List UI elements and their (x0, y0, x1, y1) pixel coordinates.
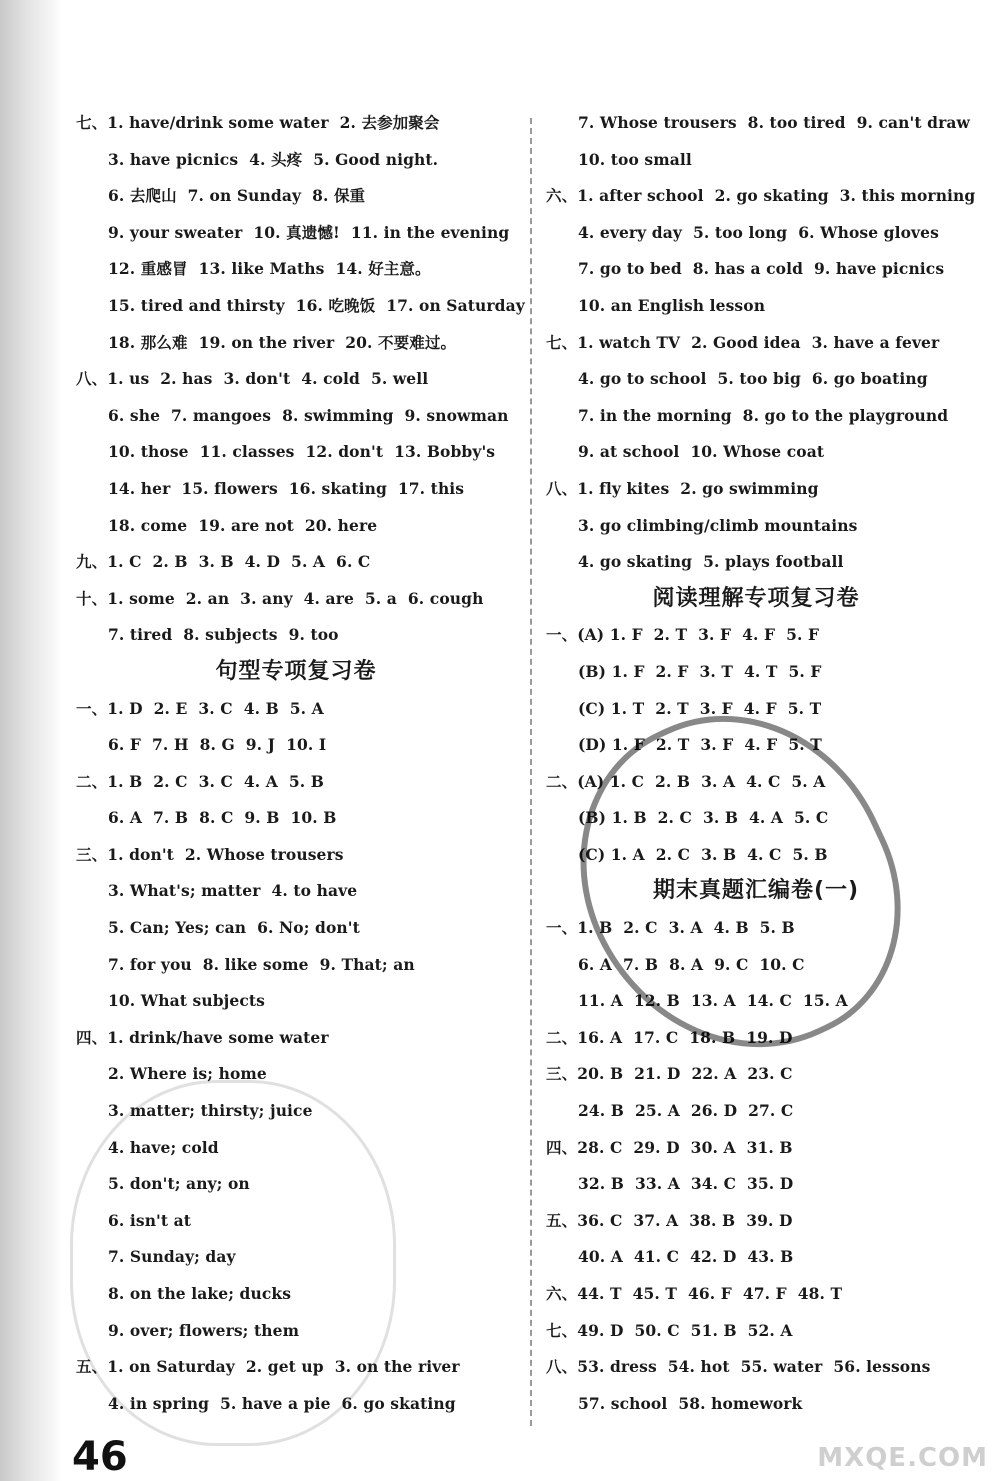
answer-line: 九、1. C 2. B 3. B 4. D 5. A 6. C (76, 552, 371, 572)
answer-line: 9. your sweater 10. 真遗憾! 11. in the evening (108, 222, 510, 242)
answer-line: (B) 1. B 2. C 3. B 4. A 5. C (578, 808, 829, 828)
answer-line: 五、1. on Saturday 2. get up 3. on the river (76, 1357, 460, 1377)
answer-line: 二、16. A 17. C 18. B 19. D (546, 1027, 793, 1047)
answer-line: 3. have picnics 4. 头疼 5. Good night. (108, 149, 439, 169)
answer-line: 七、1. watch TV 2. Good idea 3. have a fever (546, 332, 940, 352)
answer-line: 15. tired and thirsty 16. 吃晚饭 17. on Saturday (108, 295, 525, 315)
answer-line: 11. A 12. B 13. A 14. C 15. A (578, 991, 848, 1011)
answer-line: 8. on the lake; ducks (108, 1284, 292, 1303)
answer-line: 6. 去爬山 7. on Sunday 8. 保重 (108, 186, 366, 206)
column-divider (530, 118, 532, 1426)
answer-line: 6. F 7. H 8. G 9. J 10. I (108, 735, 327, 755)
answer-line: (D) 1. F 2. T 3. F 4. F 5. T (578, 735, 822, 755)
answer-line: (C) 1. T 2. T 3. F 4. F 5. T (578, 698, 822, 718)
answer-line: 4. every day 5. too long 6. Whose gloves (578, 222, 939, 242)
answer-line: 5. Can; Yes; can 6. No; don't (108, 918, 360, 938)
answer-line: 12. 重感冒 13. like Maths 14. 好主意。 (108, 259, 431, 279)
answer-line: 一、(A) 1. F 2. T 3. F 4. F 5. F (546, 625, 820, 645)
section-title: 期末真题汇编卷(一) (652, 878, 860, 904)
answer-line: 八、53. dress 54. hot 55. water 56. lessons (546, 1357, 931, 1377)
answer-line: 18. come 19. are not 20. here (108, 515, 378, 535)
answer-line: 4. go to school 5. too big 6. go boating (578, 369, 928, 389)
answer-line: (B) 1. F 2. F 3. T 4. T 5. F (578, 661, 822, 681)
answer-line: 八、1. us 2. has 3. don't 4. cold 5. well (76, 369, 429, 389)
answer-line: 3. What's; matter 4. to have (108, 881, 358, 901)
corner-watermark-logo: MXQE.COM (817, 1443, 988, 1473)
answer-line: 14. her 15. flowers 16. skating 17. this (108, 478, 465, 498)
answer-line: 6. A 7. B 8. C 9. B 10. B (108, 808, 337, 828)
answer-line: 四、28. C 29. D 30. A 31. B (546, 1137, 793, 1157)
answer-line: 7. go to bed 8. has a cold 9. have picnics (578, 259, 945, 279)
answer-line: 一、1. D 2. E 3. C 4. B 5. A (76, 698, 324, 718)
answer-line: 2. Where is; home (108, 1064, 267, 1084)
answer-line: 三、20. B 21. D 22. A 23. C (546, 1064, 793, 1084)
answer-line: 6. isn't at (108, 1210, 192, 1230)
section-title: 阅读理解专项复习卷 (652, 585, 860, 611)
answer-line: 八、1. fly kites 2. go swimming (546, 478, 819, 498)
answer-line: 10. an English lesson (578, 295, 766, 315)
answer-line: 六、44. T 45. T 46. F 47. F 48. T (546, 1284, 843, 1303)
answer-line: 三、1. don't 2. Whose trousers (76, 844, 344, 864)
answer-line: 10. too small (578, 149, 692, 169)
answer-line: 9. over; flowers; them (108, 1320, 300, 1340)
answer-line: 6. A 7. B 8. A 9. C 10. C (578, 954, 805, 974)
answer-line: 57. school 58. homework (578, 1393, 803, 1413)
answer-line: 6. she 7. mangoes 8. swimming 9. snowman (108, 405, 509, 425)
answer-line: 4. go skating 5. plays football (578, 552, 844, 572)
answer-line: 7. Sunday; day (108, 1247, 236, 1267)
answer-line: 10. those 11. classes 12. don't 13. Bobby's (108, 442, 496, 462)
answer-line: 一、1. B 2. C 3. A 4. B 5. B (546, 918, 795, 938)
answer-line: 七、49. D 50. C 51. B 52. A (546, 1320, 793, 1340)
answer-line: 7. tired 8. subjects 9. too (108, 625, 339, 645)
answer-line: 二、1. B 2. C 3. C 4. A 5. B (76, 771, 324, 791)
answer-line: 7. for you 8. like some 9. That; an (108, 954, 415, 974)
answer-line: 32. B 33. A 34. C 35. D (578, 1174, 794, 1194)
left-answer-column (76, 105, 525, 1422)
page-binding-shadow (0, 0, 62, 1481)
answer-line: 7. Whose trousers 8. too tired 9. can't draw (578, 113, 970, 132)
answer-line: 9. at school 10. Whose coat (578, 442, 825, 462)
answer-line: 七、1. have/drink some water 2. 去参加聚会 (76, 113, 440, 132)
answer-line: 六、1. after school 2. go skating 3. this morning (546, 186, 976, 206)
answer-line: 四、1. drink/have some water (76, 1027, 329, 1047)
answer-line: 10. What subjects (108, 991, 265, 1011)
answer-line: 7. in the morning 8. go to the playground (578, 405, 949, 425)
answer-line: 3. go climbing/climb mountains (578, 515, 858, 535)
answer-line: 5. don't; any; on (108, 1174, 250, 1194)
answer-line: 18. 那么难 19. on the river 20. 不要难过。 (108, 332, 457, 352)
answer-line: 4. have; cold (108, 1137, 219, 1157)
answer-line: 24. B 25. A 26. D 27. C (578, 1101, 794, 1121)
section-title: 句型专项复习卷 (215, 658, 377, 684)
answer-line: 五、36. C 37. A 38. B 39. D (546, 1210, 793, 1230)
answer-line: (C) 1. A 2. C 3. B 4. C 5. B (578, 844, 828, 864)
answer-line: 40. A 41. C 42. D 43. B (578, 1247, 794, 1267)
answer-line: 二、(A) 1. C 2. B 3. A 4. C 5. A (546, 771, 826, 791)
answer-line: 十、1. some 2. an 3. any 4. are 5. a 6. cough (76, 588, 484, 608)
page-number: 46 (72, 1434, 128, 1480)
answer-line: 4. in spring 5. have a pie 6. go skating (108, 1393, 456, 1413)
answer-line: 3. matter; thirsty; juice (108, 1101, 313, 1121)
